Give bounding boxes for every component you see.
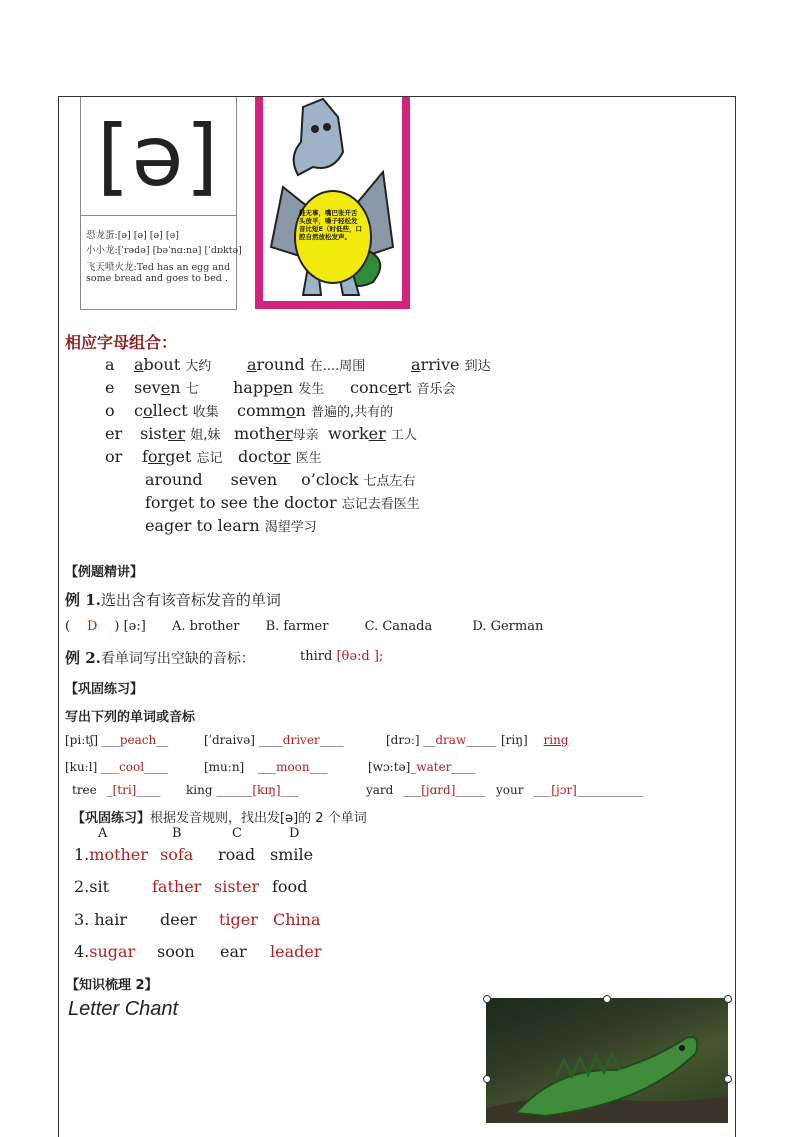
practice-item: [drɔː] __draw_____ bbox=[386, 733, 497, 747]
practice-item: [kuːl] ___cool____ bbox=[65, 760, 169, 774]
practice-item: [piːtʃ] ___peach__ bbox=[65, 733, 169, 747]
practice-item: your ___[jɔr]___________ bbox=[496, 783, 643, 797]
word-around: around 在....周围 bbox=[247, 355, 366, 374]
practice-item: king ______[kɪŋ]___ bbox=[186, 783, 299, 797]
letters-section-title: 相应字母组合： bbox=[65, 333, 178, 352]
practice-subtitle: 写出下列的单词或音标 bbox=[65, 710, 196, 725]
word-seven: seven 七 bbox=[134, 378, 199, 397]
egg-text: 鞋无事，嘴巴张开舌头放平，嗓子轻松发音比短E（时低些，口腔自然放松发声。 bbox=[299, 209, 362, 241]
practice2-cell: tiger bbox=[219, 910, 258, 929]
word-worker: worker 工人 bbox=[328, 424, 417, 443]
knowledge-header: 【知识梳理 2】 bbox=[66, 978, 158, 993]
practice-item: [wɔːtə]_water____ bbox=[368, 760, 476, 774]
practice2-row: 3. hair bbox=[74, 910, 127, 929]
dragon-illustration-icon bbox=[263, 97, 402, 301]
resize-handle[interactable] bbox=[483, 995, 491, 1003]
word-happen: happen 发生 bbox=[233, 378, 325, 397]
lizard-icon bbox=[486, 998, 728, 1123]
word-about: about 大约 bbox=[134, 355, 212, 374]
practice2-cell: leader bbox=[270, 942, 322, 961]
practice2-cell: smile bbox=[270, 845, 314, 864]
chant-title: Letter Chant bbox=[68, 998, 179, 1020]
practice-item: [ˈdraivə] ____driver____ bbox=[204, 733, 344, 747]
letter-o-row: o bbox=[105, 401, 115, 420]
practice2-cell: China bbox=[273, 910, 321, 929]
practice2-header: 【巩固练习】根据发音规则，找出发[ə]的 2 个单词 bbox=[72, 811, 367, 826]
resize-handle[interactable] bbox=[483, 1075, 491, 1083]
example-1-answer: D bbox=[87, 619, 98, 634]
ipa-symbol: [ə] bbox=[96, 107, 221, 205]
ipa-card bbox=[80, 97, 242, 310]
practice2-col-a: A bbox=[98, 826, 108, 841]
letter-er-row: er bbox=[105, 424, 123, 443]
resize-handle[interactable] bbox=[724, 995, 732, 1003]
practice2-cell: food bbox=[272, 877, 308, 896]
ipa-line-3: 飞天喷火龙:Ted has an egg and bbox=[86, 262, 231, 273]
example-2-answer-line: third [θə:d ]; bbox=[300, 649, 384, 664]
practice2-cell: father bbox=[152, 877, 202, 896]
word-mother: mother母亲 bbox=[234, 424, 319, 443]
example-1-options: ( D ) [ə:] A. brother B. farmer C. Canada D. German bbox=[65, 619, 544, 634]
letter-a: a bbox=[105, 355, 115, 374]
practice2-col-d: D bbox=[289, 826, 300, 841]
practice-item: [riŋ] ring bbox=[501, 733, 569, 747]
practice2-row: 2.sit bbox=[74, 877, 110, 896]
practice-item: [muːn] ___moon___ bbox=[204, 760, 328, 774]
word-arrive: arrive 到达 bbox=[411, 355, 491, 374]
word-common: common 普遍的,共有的 bbox=[237, 401, 394, 420]
practice2-cell: sofa bbox=[160, 845, 194, 864]
practice2-cell: sister bbox=[214, 877, 260, 896]
letter-a-row bbox=[105, 355, 115, 374]
phrase-eager-learn: eager to learn 渴望学习 bbox=[145, 516, 317, 535]
practice2-row: 1.mother bbox=[74, 845, 148, 864]
word-doctor: doctor 医生 bbox=[238, 447, 322, 466]
ipa-line-1: 恐龙蛋:[ə] [ə] [ə] [ə] bbox=[86, 230, 179, 241]
example-header: 【例题精讲】 bbox=[65, 565, 144, 580]
resize-handle[interactable] bbox=[724, 1075, 732, 1083]
letter-or-row: or bbox=[105, 447, 123, 466]
letter-e-row: e bbox=[105, 378, 115, 397]
word-concert: concert 音乐会 bbox=[350, 378, 456, 397]
practice2-cell: soon bbox=[157, 942, 195, 961]
practice-item: yard ___[jɑrd]_____ bbox=[366, 783, 486, 797]
practice2-col-b: B bbox=[172, 826, 182, 841]
practice-header: 【巩固练习】 bbox=[65, 682, 144, 697]
practice2-cell: ear bbox=[220, 942, 247, 961]
resize-handle[interactable] bbox=[603, 995, 611, 1003]
lizard-photo[interactable] bbox=[486, 998, 728, 1123]
word-collect: collect 收集 bbox=[134, 401, 219, 420]
word-sister: sister 姐,妹 bbox=[140, 424, 221, 443]
word-forget: forget 忘记 bbox=[142, 447, 223, 466]
practice-item: tree _[tri]____ bbox=[72, 783, 161, 797]
practice2-cell: road bbox=[218, 845, 256, 864]
practice2-row: 4.sugar bbox=[74, 942, 136, 961]
example-2-question: 例 2.看单词写出空缺的音标： bbox=[65, 649, 255, 667]
example-2-answer: [θə:d ]; bbox=[336, 649, 384, 664]
practice2-cell: deer bbox=[160, 910, 197, 929]
phrase-forget-doctor: forget to see the doctor 忘记去看医生 bbox=[145, 493, 420, 512]
dragon-card bbox=[255, 97, 410, 309]
ipa-line-4: some bread and goes to bed . bbox=[86, 273, 228, 284]
example-1-question: 例 1.选出含有该音标发音的单词 bbox=[65, 591, 281, 609]
practice2-col-c: C bbox=[232, 826, 242, 841]
ipa-line-2: 小小龙:[ˈrədə] [bəˈnɑːnə] [ˈdɒktə] bbox=[86, 245, 242, 256]
phrase-around-seven: around seven o’clock 七点左右 bbox=[145, 470, 416, 489]
